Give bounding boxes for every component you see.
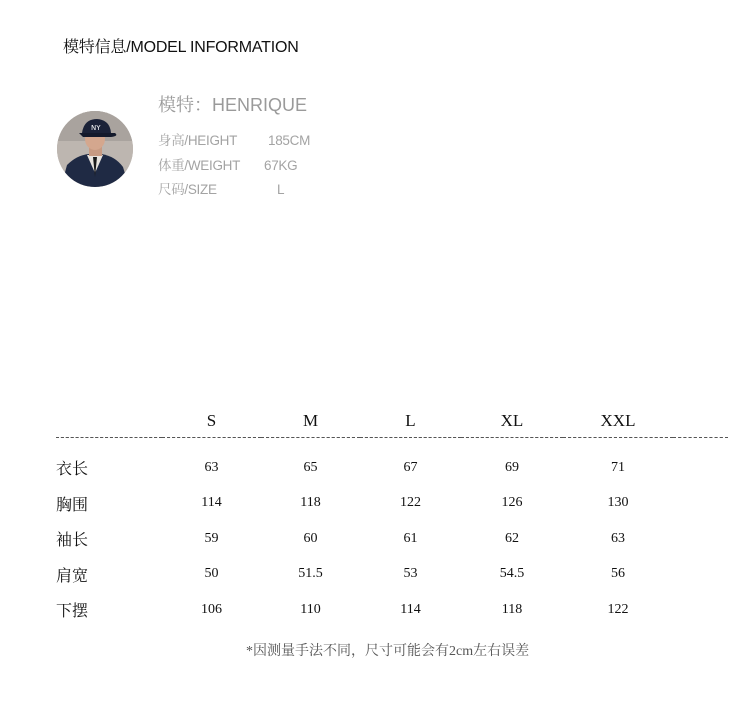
table-row: [56, 557, 728, 593]
table-row: [56, 521, 728, 557]
cell: 67: [403, 459, 418, 475]
row-label: 肩宽: [56, 567, 89, 585]
cell: 65: [303, 459, 318, 475]
cell: 114: [201, 495, 222, 511]
model-photo: [57, 111, 133, 187]
height-label: 身高/HEIGHT: [158, 133, 238, 148]
cell: 69: [505, 459, 519, 475]
size-value: L: [277, 182, 285, 197]
height-value: 185CM: [268, 133, 311, 148]
cell: 126: [501, 495, 523, 511]
row-label: 衣长: [56, 461, 89, 479]
model-name: 模特：HENRIQUE: [158, 95, 308, 115]
spacer-cell: [673, 592, 728, 628]
column-header: XL: [461, 405, 563, 438]
column-header: M: [261, 405, 360, 438]
cell: 122: [400, 495, 421, 511]
cell: 59: [204, 530, 219, 546]
row-label: 袖长: [56, 532, 89, 550]
cell: 114: [400, 601, 421, 617]
cell: 50: [204, 566, 219, 582]
svg-text:NY: NY: [91, 124, 101, 132]
size-row: [158, 178, 284, 198]
cell: 130: [607, 495, 629, 511]
cell: 122: [607, 601, 629, 617]
header-blank: [56, 405, 162, 438]
cell: 60: [303, 530, 318, 546]
spacer-cell: [673, 521, 728, 557]
weight-value: 67KG: [264, 158, 298, 173]
weight-row: [158, 154, 297, 174]
spacer-cell: [673, 438, 728, 486]
model-avatar: [57, 111, 133, 187]
cell: 54.5: [499, 566, 525, 582]
row-label: 下摆: [56, 603, 89, 621]
height-row: [158, 129, 310, 149]
cell: 110: [300, 601, 321, 617]
cell: 61: [403, 530, 418, 546]
size-header-row: [56, 405, 728, 438]
measurement-footnote: *因测量手法不同，尺寸可能会有2cm左右误差: [246, 644, 530, 659]
cell: 118: [501, 601, 523, 617]
column-header: S: [162, 405, 261, 438]
cell: 106: [201, 601, 222, 617]
table-row: [56, 486, 728, 522]
cell: 62: [505, 530, 519, 546]
table-row: [56, 438, 728, 486]
section-title: 模特信息/MODEL INFORMATION: [63, 39, 299, 56]
cell: 63: [611, 530, 625, 546]
cell: 118: [300, 495, 321, 511]
cell: 51.5: [298, 566, 323, 582]
header-spacer: [673, 405, 728, 438]
spacer-cell: [673, 486, 728, 522]
table-row: [56, 592, 728, 628]
size-label: 尺码/SIZE: [158, 182, 217, 197]
weight-label: 体重/WEIGHT: [158, 158, 241, 173]
cell: 63: [204, 459, 219, 475]
column-header: XXL: [563, 405, 673, 438]
spacer-cell: [673, 557, 728, 593]
column-header: L: [360, 405, 461, 438]
size-chart-table: [56, 405, 728, 628]
cell: 71: [611, 459, 625, 475]
cell: 53: [403, 566, 418, 582]
cell: 56: [611, 566, 625, 582]
row-label: 胸围: [56, 496, 89, 514]
